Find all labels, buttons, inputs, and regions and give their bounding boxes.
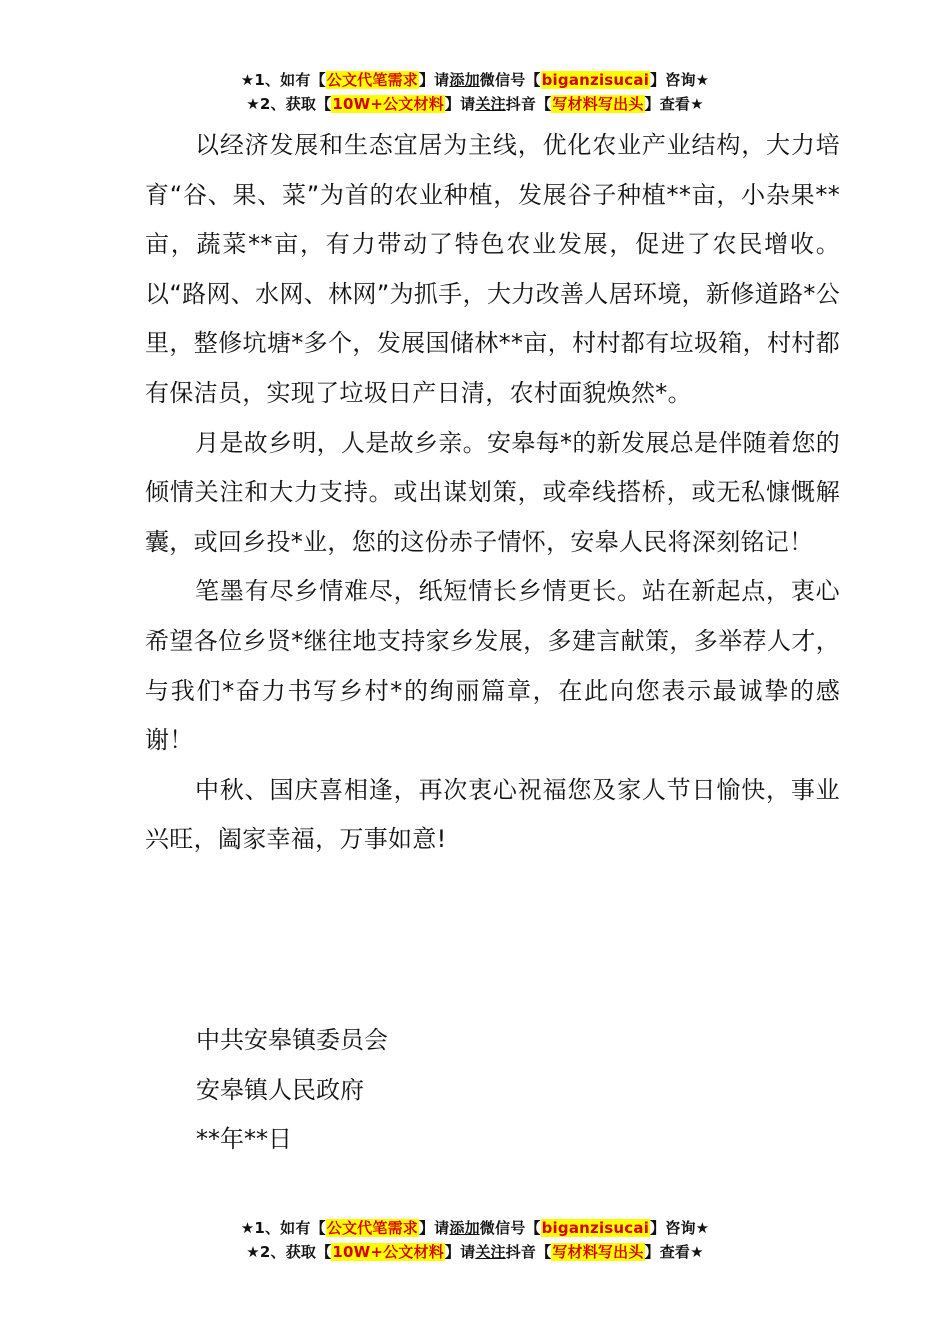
top-promo-banner	[0, 68, 950, 116]
promo-line-1: ★1、如有【公文代笔需求】请添加微信号【biganzisucai】咨询★	[240, 1219, 710, 1237]
highlight-ghostwriting: 公文代笔需求	[326, 71, 418, 89]
promo-line-2: ★2、获取【10W+公文材料】请关注抖音【写材料写出头】查看★	[246, 95, 704, 113]
highlight-wechat-id: biganzisucai	[541, 1219, 650, 1237]
signature-government: 安皋镇人民政府	[196, 1075, 364, 1104]
paragraph-gratitude: 月是故乡明，人是故乡亲。安皋每*的新发展总是伴随着您的倾情关注和大力支持。或出谋划策，或牵线搭桥，或无私慷慨解囊，或回乡投*业，您的这份赤子情怀，安皋人民将深刻铭记！	[145, 428, 840, 556]
signature-party-committee: 中共安皋镇委员会	[196, 1026, 388, 1054]
highlight-douyin-account: 写材料写出头	[552, 95, 644, 113]
highlight-ghostwriting: 公文代笔需求	[326, 1219, 418, 1237]
highlight-materials: 10W+公文材料	[332, 95, 444, 113]
letter-body	[145, 121, 840, 865]
paragraph-hopes: 笔墨有尽乡情难尽，纸短情长乡情更长。站在新起点，衷心希望各位乡贤*继往地支持家乡发展，多建言献策，多举荐人才，与我们*奋力书写乡村*的绚丽篇章，在此向您表示最诚挚的感谢！	[145, 577, 840, 755]
promo-line-1: ★1、如有【公文代笔需求】请添加微信号【biganzisucai】咨询★	[240, 71, 710, 89]
paragraph-festival-wishes: 中秋、国庆喜相逢，再次衷心祝福您及家人节日愉快，事业兴旺，阖家幸福，万事如意!	[145, 775, 840, 854]
highlight-wechat-id: biganzisucai	[541, 71, 650, 89]
signature-date: **年**日	[196, 1125, 292, 1154]
signature-block	[196, 1016, 388, 1165]
promo-line-2: ★2、获取【10W+公文材料】请关注抖音【写材料写出头】查看★	[246, 1243, 704, 1261]
paragraph-achievements: 以经济发展和生态宜居为主线，优化农业产业结构，大力培育“谷、果、菜”为首的农业种植，发展谷子种植**亩，小杂果**亩，蔬菜**亩，有力带动了特色农业发展，促进了农民增收。以“路网、水网、林网”为抓手，大力改善人居环境，新修道路*公里，整修坑塘*多个，发展国储林**亩，村村都有垃圾箱，村村都有保洁员，实现了垃圾日产日清，农村面貌焕然*。	[145, 131, 840, 407]
highlight-materials: 10W+公文材料	[332, 1243, 444, 1261]
highlight-douyin-account: 写材料写出头	[552, 1243, 644, 1261]
bottom-promo-banner	[0, 1216, 950, 1264]
